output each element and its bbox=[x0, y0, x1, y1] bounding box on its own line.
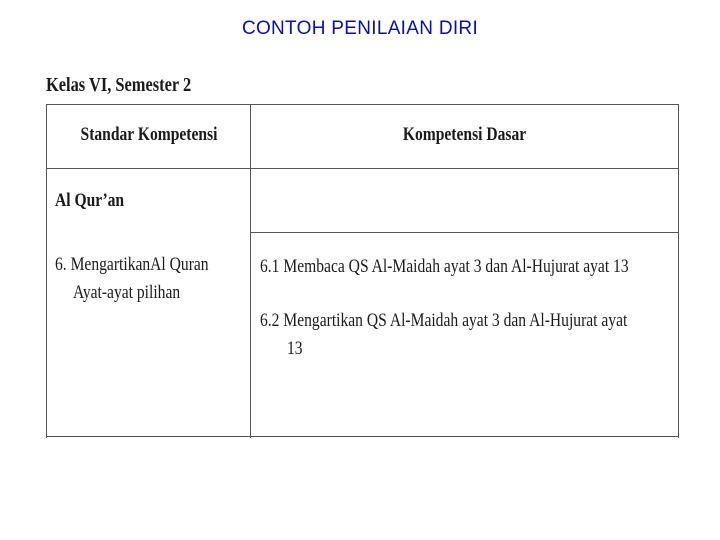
class-label: Kelas VI, Semester 2 bbox=[46, 74, 192, 96]
column-divider bbox=[250, 104, 251, 438]
slide-title: CONTOH PENILAIAN DIRI bbox=[241, 18, 479, 39]
standard-line-1: 6. MengartikanAl Quran bbox=[55, 254, 209, 275]
competency-table bbox=[46, 104, 679, 438]
header-basic-competency: Kompetensi Dasar bbox=[402, 124, 527, 145]
competency-6-1: 6.1 Membaca QS Al-Maidah ayat 3 dan Al-Hujurat ayat 13 bbox=[260, 256, 629, 277]
table-top-border bbox=[47, 104, 678, 105]
standard-line-2: Ayat-ayat pilihan bbox=[73, 282, 181, 303]
header-bottom-border bbox=[47, 168, 678, 169]
document-image bbox=[46, 68, 678, 446]
table-bottom-border bbox=[47, 436, 678, 437]
competency-6-2-line-1: 6.2 Mengartikan QS Al-Maidah ayat 3 dan Al-Hujurat ayat bbox=[260, 310, 628, 331]
section-title: Al Qur’an bbox=[55, 190, 125, 211]
header-standard-competency: Standar Kompetensi bbox=[80, 124, 218, 145]
competency-6-2-line-2: 13 bbox=[287, 338, 303, 359]
row-divider bbox=[251, 232, 678, 233]
